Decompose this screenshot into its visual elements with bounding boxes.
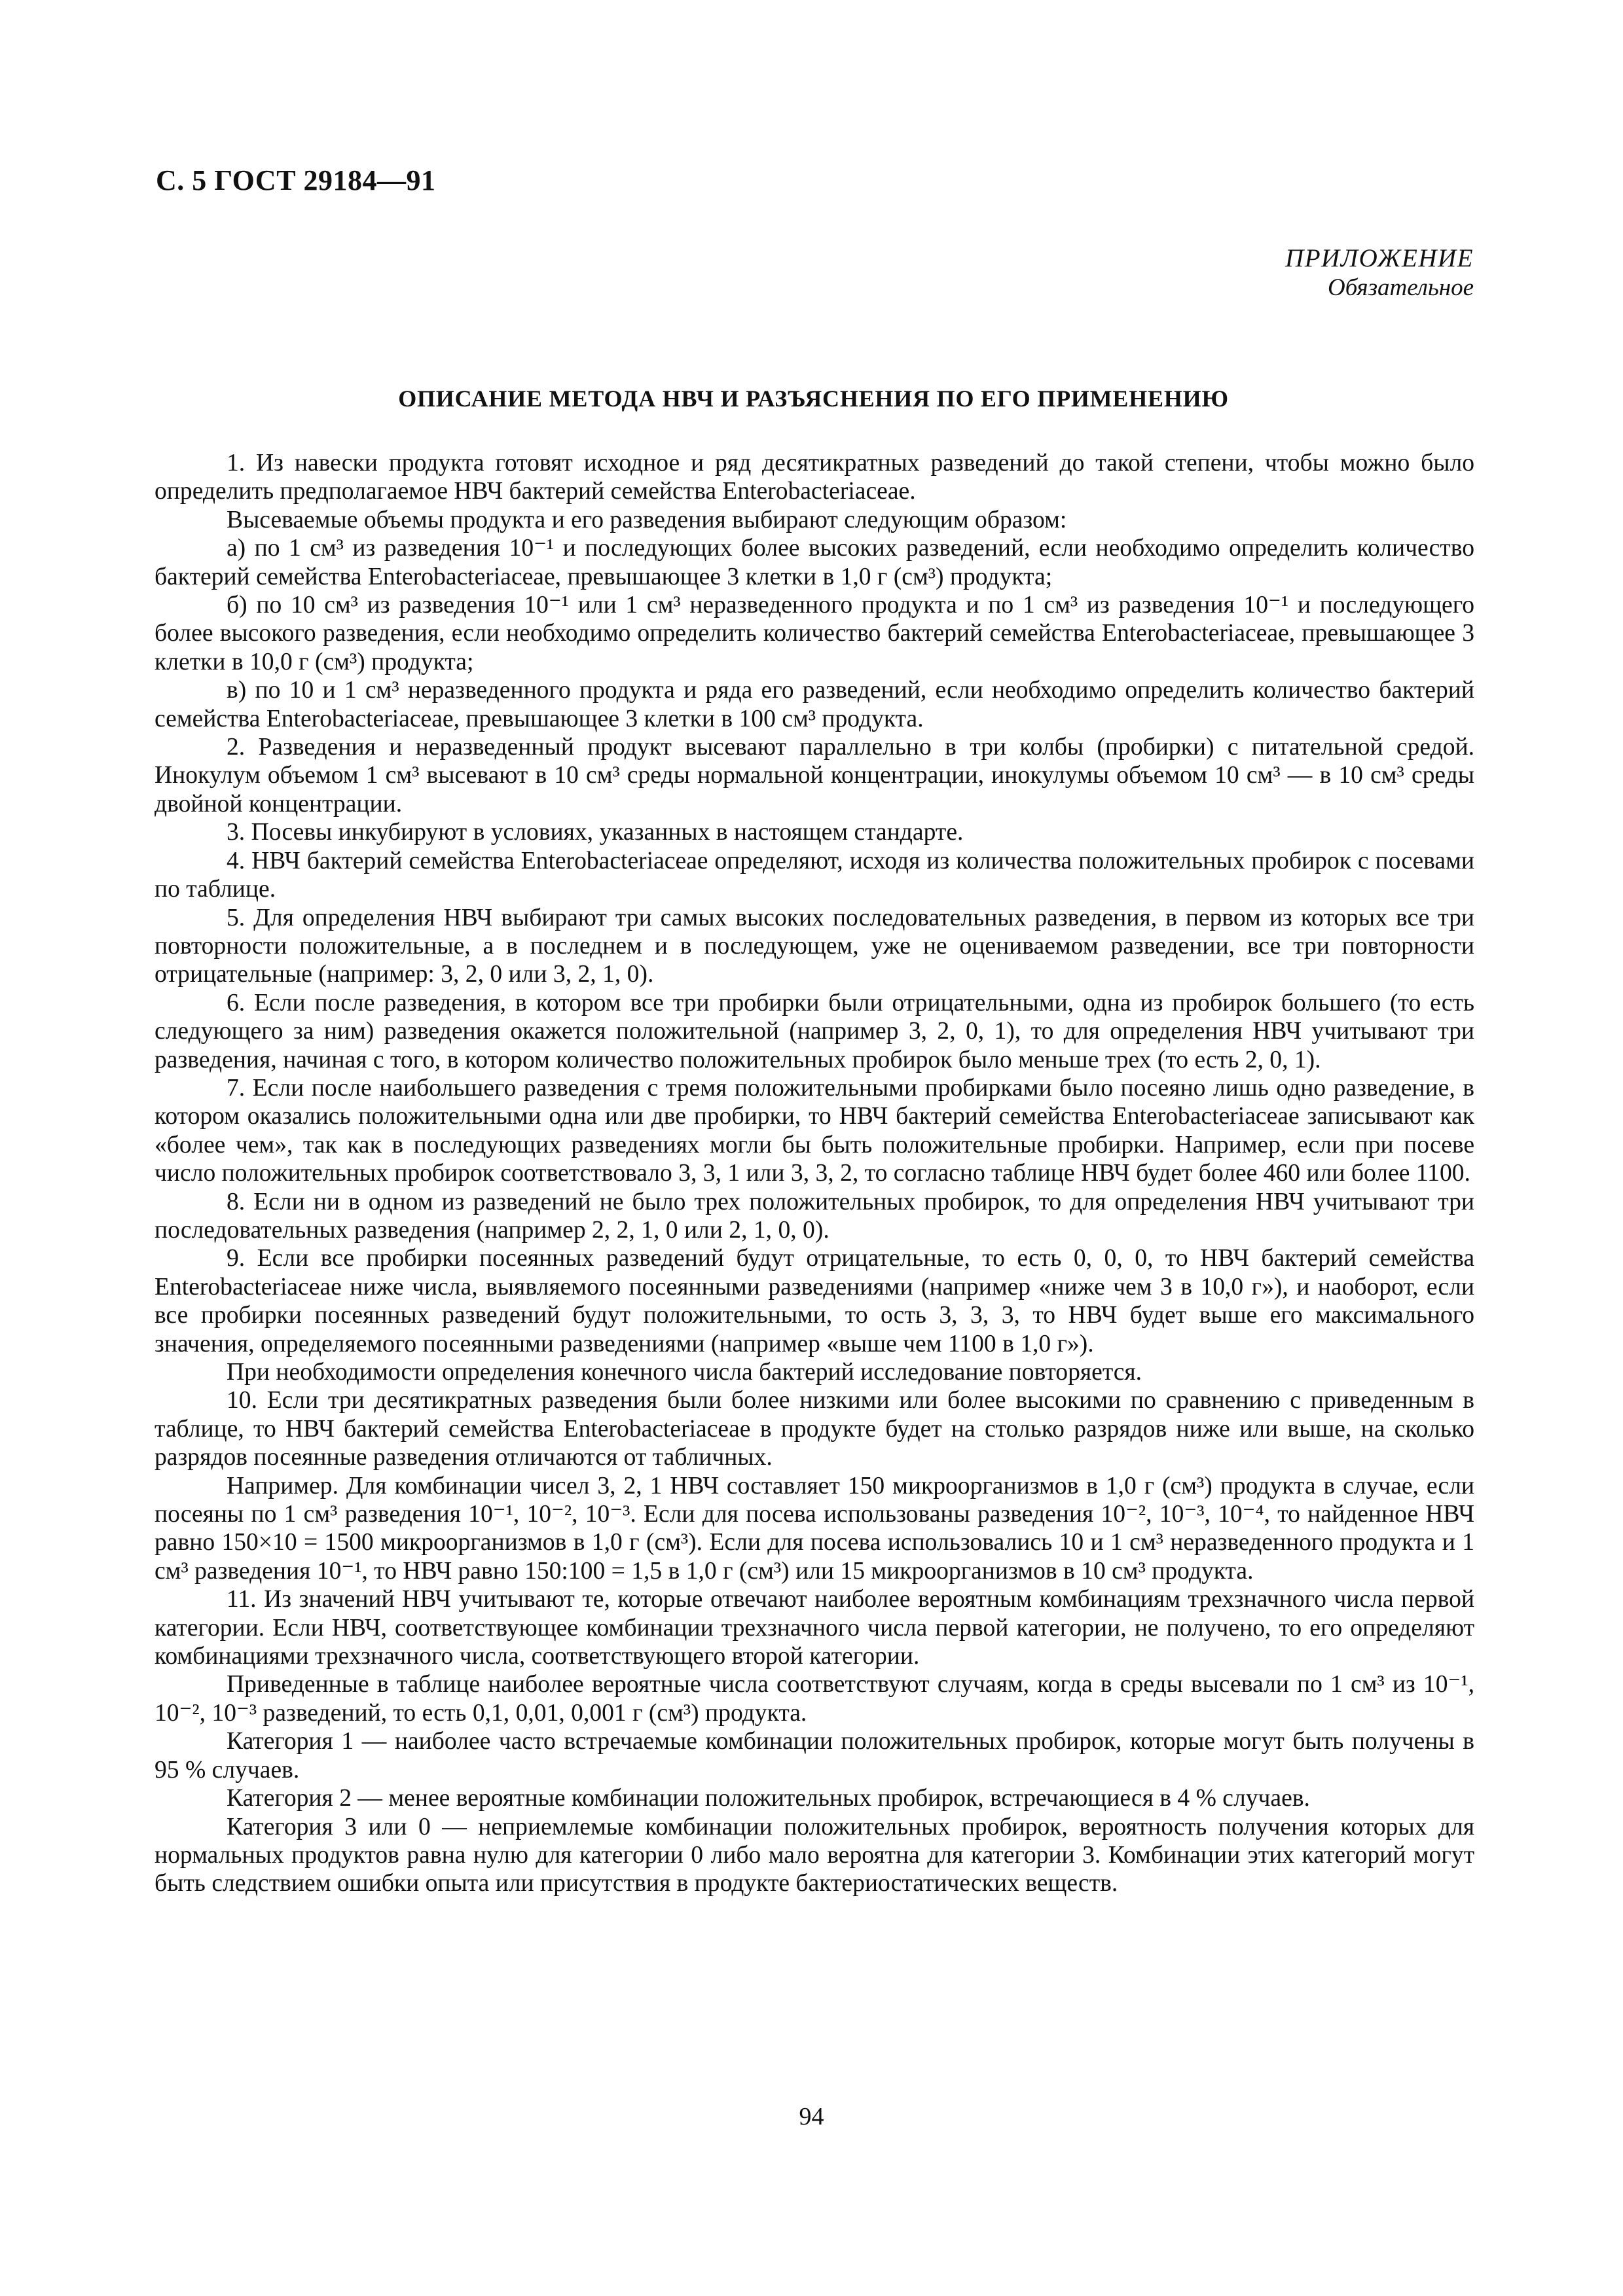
document-title: ОПИСАНИЕ МЕТОДА НВЧ И РАЗЪЯСНЕНИЯ ПО ЕГО ПРИМЕНЕНИЮ xyxy=(398,386,1229,412)
paragraph: 9. Если все пробирки посеянных разведений будут отрицательные, то есть 0, 0, 0, то НВЧ бактерий семейства Enterobacteriaceae ниже числа, выявляемого посеянными разведениями (например «ниже чем 3 в 10,0 г»), и наоборот, если все пробирки посеянных разведений будут положительными, то ость 3, 3, 3, то НВЧ будет выше его максимального значения, определяемого посеянными разведениями (например «выше чем 1100 в 1,0 г»). xyxy=(155,1245,1474,1357)
paragraph: 10. Если три десятикратных разведения были более низкими или более высокими по сравнению с приведенным в таблице, то НВЧ бактерий семейства Enterobacteriaceae в продукте будет на столько разрядов ниже или выше, на сколько разрядов посеянные разведения отличаются от табличных. xyxy=(155,1387,1474,1471)
paragraph: Категория 1 — наиболее часто встречаемые комбинации положительных пробирок, которые могут быть получены в 95 % случаев. xyxy=(155,1728,1474,1784)
paragraph: Приведенные в таблице наиболее вероятные числа соответствуют случаям, когда в среды высевали по 1 см³ из 10⁻¹, 10⁻², 10⁻³ разведений, то есть 0,1, 0,01, 0,001 г (см³) продукта. xyxy=(155,1671,1474,1727)
paragraph: Например. Для комбинации чисел 3, 2, 1 НВЧ составляет 150 микроорганизмов в 1,0 г (см³) продукта в случае, если посеяны по 1 см³ разведения 10⁻¹, 10⁻², 10⁻³. Если для посева использованы разведения 10⁻², 10⁻³, 10⁻⁴, то найденное НВЧ равно 150×10 = 1500 микроорганизмов в 1,0 г (см³). Если для посева использовались 10 и 1 см³ неразведенного продукта и 1 см³ разведения 10⁻¹, то НВЧ равно 150:100 = 1,5 в 1,0 г (см³) или 15 микроорганизмов в 10 см³ продукта. xyxy=(155,1472,1474,1585)
paragraph: а) по 1 см³ из разведения 10⁻¹ и последующих более высоких разведений, если необходимо определить количество бактерий семейства Enterobacteriaceae, превышающее 3 клетки в 1,0 г (см³) продукта; xyxy=(155,535,1474,590)
paragraph: 5. Для определения НВЧ выбирают три самых высоких последовательных разведения, в первом из которых все три повторности положительные, а в последнем и в последующем, уже не оцениваемом разведении, все три повторности отрицательные (например: 3, 2, 0 или 3, 2, 1, 0). xyxy=(155,904,1474,988)
appendix-block xyxy=(1285,243,1474,302)
paragraph: в) по 10 и 1 см³ неразведенного продукта и ряда его разведений, если необходимо определить количество бактерий семейства Enterobacteriaceae, превышающее 3 клетки в 100 см³ продукта. xyxy=(155,677,1474,732)
paragraph: Категория 2 — менее вероятные комбинации положительных пробирок, встречающиеся в 4 % случаев. xyxy=(227,1785,1310,1812)
appendix-label: ПРИЛОЖЕНИЕ xyxy=(1285,244,1474,272)
paragraph: 3. Посевы инкубируют в условиях, указанных в настоящем стандарте. xyxy=(227,819,964,846)
body-text xyxy=(155,449,1474,1898)
paragraph: При необходимости определения конечного числа бактерий исследование повторяется. xyxy=(227,1359,1142,1386)
paragraph: 7. Если после наибольшего разведения с тремя положительными пробирками было посеяно лишь одно разведение, в котором оказались положительными одна или две пробирки, то НВЧ бактерий семейства Enterobacteriaceae записывают как «более чем», так как в последующих разведениях могли бы быть положительные пробирки. Например, если при посеве число положительных пробирок соответствовало 3, 3, 1 или 3, 3, 2, то согласно таблице НВЧ будет более 460 или более 1100. xyxy=(155,1074,1474,1187)
paragraph: 6. Если после разведения, в котором все три пробирки были отрицательными, одна из пробирок большeго (то есть следующего за ним) разведения окажется положительной (например 3, 2, 0, 1), то для определения НВЧ учитывают три разведения, начиная с того, в котором количество положительных пробирок было меньше трех (то есть 2, 0, 1). xyxy=(155,989,1474,1073)
page-number: 94 xyxy=(799,2103,824,2130)
paragraph: Высеваемые объемы продукта и его разведения выбирают следующим образом: xyxy=(227,506,1067,533)
paragraph: 2. Разведения и неразведенный продукт высевают параллельно в три колбы (пробирки) с питательной средой. Инокулум объемом 1 см³ высевают в 10 см³ среды нормальной концентрации, инокулумы объемом 10 см³ — в 10 см³ среды двойной концентрации. xyxy=(155,734,1474,817)
paragraph: 8. Если ни в одном из разведений не было трех положительных пробирок, то для определения НВЧ учитывают три последовательных разведения (например 2, 2, 1, 0 или 2, 1, 0, 0). xyxy=(155,1188,1474,1244)
appendix-status: Обязательное xyxy=(1327,274,1474,301)
running-head: С. 5 ГОСТ 29184—91 xyxy=(156,164,436,196)
paragraph: 11. Из значений НВЧ учитывают те, которые отвечают наиболее вероятным комбинациям трехзначного числа первой категории. Если НВЧ, соответствующее комбинации трехзначного числа первой категории, не получено, то его определяют комбинациями трехзначного числа, соответствующего второй категории. xyxy=(155,1586,1474,1670)
paragraph: Категория 3 или 0 — неприемлемые комбинации положительных пробирок, вероятность получения которых для нормальных продуктов равна нулю для категории 0 либо мало вероятна для категории 3. Комбинации этих категорий могут быть следствием ошибки опыта или присутствия в продукте бактериостатических веществ. xyxy=(155,1813,1474,1897)
paragraph: 4. НВЧ бактерий семейства Enterobacteriaceae определяют, исходя из количества положительных пробирок с посевами по таблице. xyxy=(155,847,1474,903)
paragraph: б) по 10 см³ из разведения 10⁻¹ или 1 см³ неразведенного продукта и по 1 см³ из разведения 10⁻¹ и последующего более высокого разведения, если необходимо определить количество бактерий семейства Enterobacteriaceae, превышающее 3 клетки в 10,0 г (см³) продукта; xyxy=(155,592,1474,675)
paragraph: 1. Из навески продукта готовят исходное и ряд десятикратных разведений до такой степени, чтобы можно было определить предполагаемое НВЧ бактерий семейства Enterobacteriaceae. xyxy=(155,450,1474,505)
